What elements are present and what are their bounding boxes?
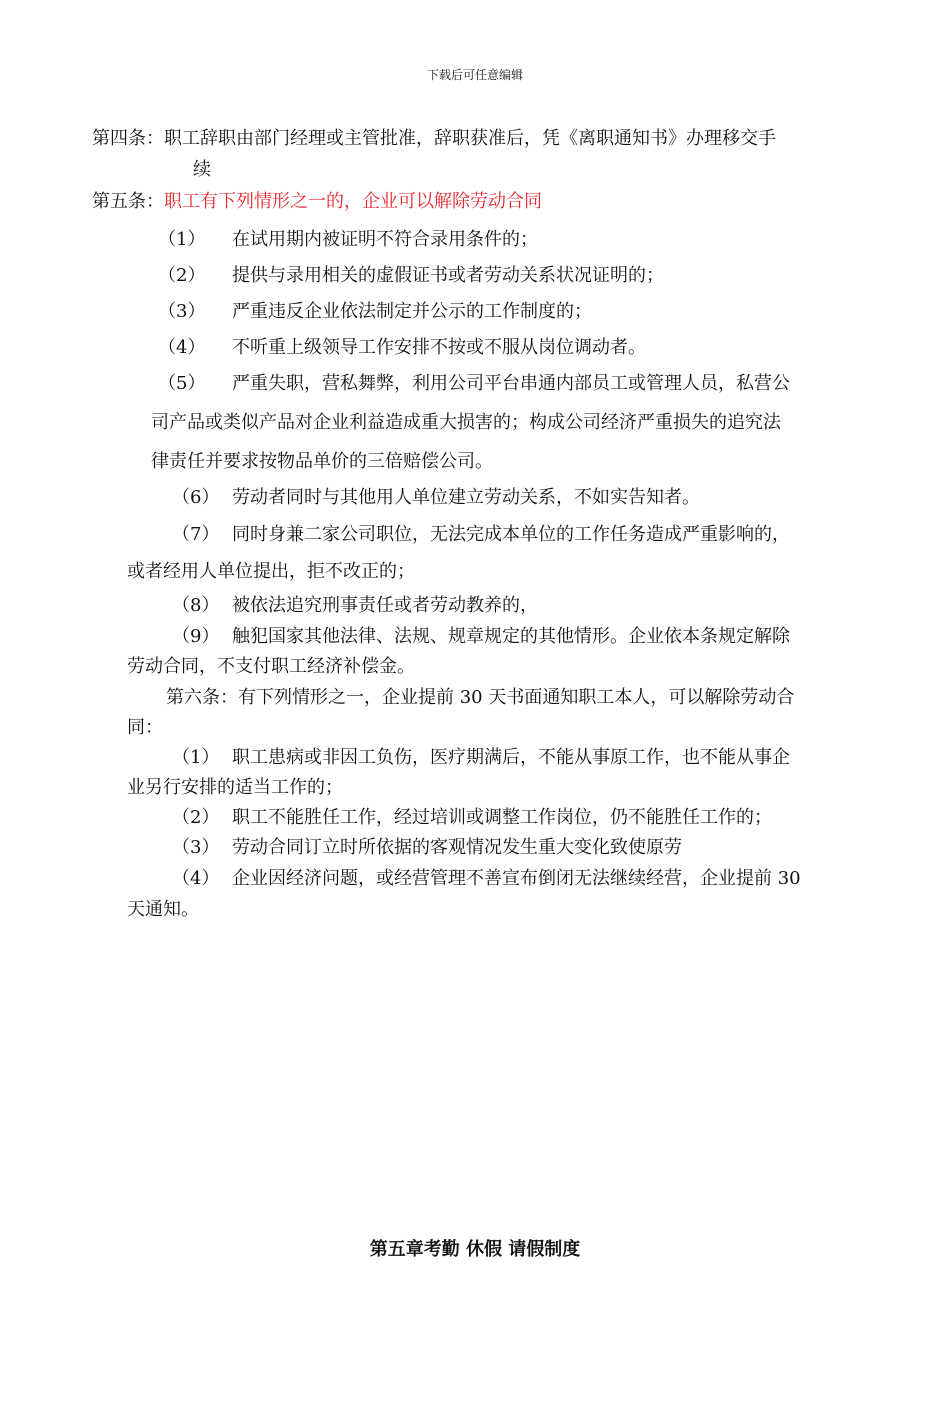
item-number: （3） <box>172 837 220 858</box>
item-number: （1） <box>172 747 220 768</box>
article-4-line-2: 续 <box>193 159 211 180</box>
item-text: 职工患病或非因工负伤，医疗期满后，不能从事原工作，也不能从事企 <box>232 747 790 768</box>
item-number: （4） <box>172 868 220 889</box>
item-text: 严重违反企业依法制定并公示的工作制度的； <box>232 301 592 322</box>
item-number: （1） <box>158 229 206 250</box>
item-text: 不听重上级领导工作安排不按或不服从岗位调动者。 <box>232 337 646 358</box>
item-text: 职工不能胜任工作，经过培训或调整工作岗位，仍不能胜任工作的； <box>232 807 772 828</box>
item-text: 严重失职，营私舞弊，利用公司平台串通内部员工或管理人员，私营公 <box>232 373 790 394</box>
item-number: （5） <box>158 373 206 394</box>
article-5-title: 职工有下列情形之一的，企业可以解除劳动合同 <box>164 191 542 212</box>
list-item <box>172 625 790 649</box>
list-item <box>158 264 664 288</box>
item-number: （7） <box>172 524 220 545</box>
article-5-prefix: 第五条： <box>92 191 164 212</box>
item-number: （8） <box>172 595 220 616</box>
list-item <box>172 746 790 770</box>
list-item <box>158 372 790 396</box>
item-text: 劳动者同时与其他用人单位建立劳动关系，不如实告知者。 <box>232 487 700 508</box>
list-item <box>172 594 538 618</box>
list-item <box>172 836 682 860</box>
list-item <box>172 806 772 830</box>
chapter-title: 第五章考勤 休假 请假制度 <box>369 1239 581 1260</box>
item-text: 同时身兼二家公司职位，无法完成本单位的工作任务造成严重影响的， <box>232 524 790 545</box>
item-text: 劳动合同订立时所依据的客观情况发生重大变化致使原劳 <box>232 837 682 858</box>
list-item <box>158 336 646 360</box>
article-6-line-1: 第六条：有下列情形之一，企业提前 30 天书面通知职工本人，可以解除劳动合 <box>166 687 795 708</box>
list-item-continuation: 天通知。 <box>127 899 199 920</box>
list-item <box>158 228 538 252</box>
item-text: 提供与录用相关的虚假证书或者劳动关系状况证明的； <box>232 265 664 286</box>
list-item <box>172 486 700 510</box>
list-item <box>172 523 790 547</box>
item-number: （2） <box>172 807 220 828</box>
list-item-continuation: 司产品或类似产品对企业利益造成重大损害的；构成公司经济严重损失的追究法 <box>151 412 781 433</box>
list-item-continuation: 或者经用人单位提出，拒不改正的； <box>127 561 415 582</box>
page-header: 下载后可任意编辑 <box>426 68 523 82</box>
item-number: （9） <box>172 626 220 647</box>
list-item-continuation: 业另行安排的适当工作的； <box>127 777 343 798</box>
item-text: 触犯国家其他法律、法规、规章规定的其他情形。企业依本条规定解除 <box>232 626 790 647</box>
item-text: 在试用期内被证明不符合录用条件的； <box>232 229 538 250</box>
article-5-heading <box>92 190 542 214</box>
list-item-continuation: 劳动合同，不支付职工经济补偿金。 <box>127 656 415 677</box>
item-number: （6） <box>172 487 220 508</box>
list-item <box>172 867 801 891</box>
item-number: （4） <box>158 337 206 358</box>
item-number: （2） <box>158 265 206 286</box>
list-item-continuation: 律责任并要求按物品单价的三倍赔偿公司。 <box>151 451 493 472</box>
list-item <box>158 300 592 324</box>
item-text: 企业因经济问题，或经营管理不善宣布倒闭无法继续经营，企业提前 30 <box>232 868 801 889</box>
article-4-line-1: 第四条：职工辞职由部门经理或主管批准，辞职获准后，凭《离职通知书》办理移交手 <box>92 128 776 149</box>
item-number: （3） <box>158 301 206 322</box>
article-6-line-2: 同： <box>127 717 163 738</box>
item-text: 被依法追究刑事责任或者劳动教养的， <box>232 595 538 616</box>
